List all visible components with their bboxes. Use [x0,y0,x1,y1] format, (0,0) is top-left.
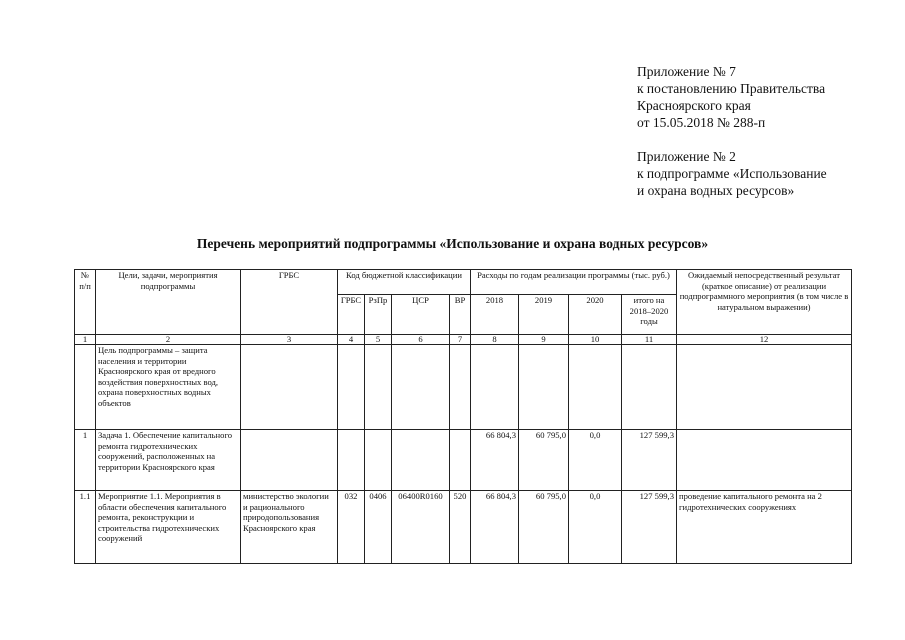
column-number: 7 [450,335,471,345]
header-code-grbs: ГРБС [338,295,365,335]
row-code-grbs: 032 [338,491,365,564]
header-code-rzpr: РзПр [365,295,392,335]
row-csr: 06400R0160 [392,491,450,564]
row-text: Мероприятие 1.1. Мероприятия в области обеспечения капитального ремонта, реконструкции и строительства гидротехнических сооружений [96,491,241,564]
row-rzpr [365,345,392,430]
row-total [622,345,677,430]
row-rzpr [365,430,392,491]
row-rzpr: 0406 [365,491,392,564]
annex-2-block [637,148,887,199]
row-num: 1 [75,430,96,491]
annex-line: к постановлению Правительства [637,81,826,96]
column-number: 10 [569,335,622,345]
row-2020: 0,0 [569,491,622,564]
row-num [75,345,96,430]
header-year-2019: 2019 [519,295,569,335]
table-row-task [75,430,852,491]
measures-table [74,269,852,564]
column-number: 3 [241,335,338,345]
header-year-2018: 2018 [471,295,519,335]
table-row-measure [75,491,852,564]
row-csr [392,430,450,491]
annex-line: Приложение № 7 [637,64,736,79]
document-title: Перечень мероприятий подпрограммы «Использование и охрана водных ресурсов» [196,236,709,251]
column-number: 11 [622,335,677,345]
row-grbs [241,345,338,430]
header-goals: Цели, задачи, мероприятия подпрограммы [96,270,241,335]
header-result: Ожидаемый непосредственный результат (краткое описание) от реализации подпрограммного мероприятия (в том числе в натуральном выражении) [677,270,852,335]
column-number: 5 [365,335,392,345]
header-expenses: Расходы по годам реализации программы (тыс. руб.) [471,270,677,295]
row-vr [450,345,471,430]
row-total: 127 599,3 [622,491,677,564]
row-2020: 0,0 [569,430,622,491]
row-grbs: министерство экологии и рационального природопользования Красноярского края [241,491,338,564]
column-number: 4 [338,335,365,345]
annex-7-block [637,63,887,131]
row-2019: 60 795,0 [519,491,569,564]
header-budget-code: Код бюджетной классификации [338,270,471,295]
row-text: Задача 1. Обеспечение капитального ремонта гидротехнических сооружений, расположенных на территории Красноярского края [96,430,241,491]
header-num: № п/п [75,270,96,335]
column-number: 6 [392,335,450,345]
annex-line: к подпрограмме «Использование [637,166,827,181]
row-code-grbs [338,345,365,430]
annex-line: и охрана водных ресурсов» [637,183,795,198]
row-result [677,430,852,491]
row-code-grbs [338,430,365,491]
row-2020 [569,345,622,430]
header-code-vr: ВР [450,295,471,335]
header-row [75,270,852,295]
annex-line: Красноярского края [637,98,751,113]
header-total: итого на 2018–2020 годы [622,295,677,335]
row-2018 [471,345,519,430]
table-row-goal [75,345,852,430]
row-vr [450,430,471,491]
row-result: проведение капитального ремонта на 2 гидротехнических сооружениях [677,491,852,564]
column-number: 2 [96,335,241,345]
row-text: Цель подпрограммы – защита населения и территории Красноярского края от вредного воздействия поверхностных вод, охрана поверхностных водных объектов [96,345,241,430]
row-total: 127 599,3 [622,430,677,491]
row-vr: 520 [450,491,471,564]
column-number-row [75,335,852,345]
row-num: 1.1 [75,491,96,564]
annex-line: Приложение № 2 [637,149,736,164]
column-number: 12 [677,335,852,345]
column-number: 9 [519,335,569,345]
row-2018: 66 804,3 [471,491,519,564]
row-csr [392,345,450,430]
row-2019: 60 795,0 [519,430,569,491]
row-grbs [241,430,338,491]
row-2018: 66 804,3 [471,430,519,491]
row-result [677,345,852,430]
header-grbs: ГРБС [241,270,338,335]
column-number: 8 [471,335,519,345]
annex-line: от 15.05.2018 № 288-п [637,115,766,130]
header-year-2020: 2020 [569,295,622,335]
row-2019 [519,345,569,430]
header-code-csr: ЦСР [392,295,450,335]
column-number: 1 [75,335,96,345]
